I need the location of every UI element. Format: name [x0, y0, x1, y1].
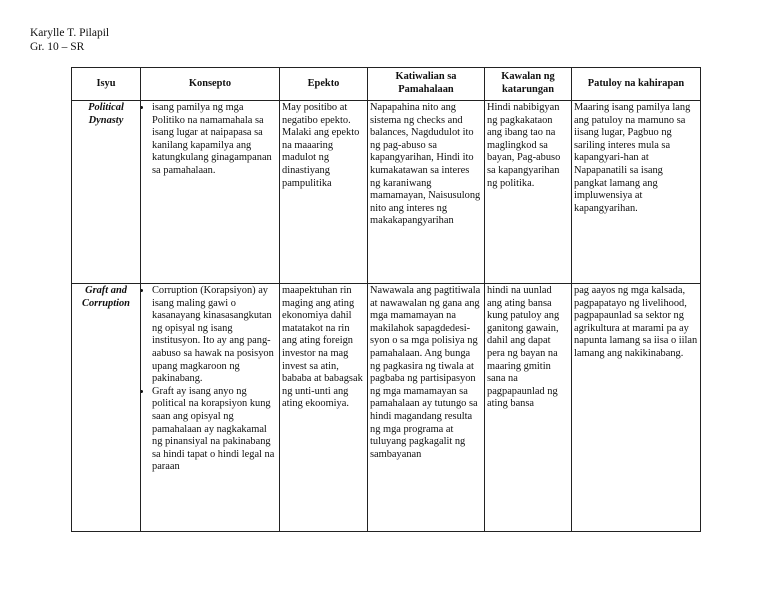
- column-header-katiwalian: Katiwalian sa Pamahalaan: [368, 68, 485, 101]
- column-header-epekto: Epekto: [280, 68, 368, 101]
- column-header-isyu: Isyu: [72, 68, 141, 101]
- table-row: [72, 284, 701, 532]
- issues-table: [71, 67, 701, 532]
- student-name: Karylle T. Pilapil: [30, 27, 110, 39]
- issue-cell: Political Dynasty: [72, 101, 141, 284]
- konsepto-list: [143, 102, 277, 178]
- column-header-kawalan: Kawalan ng katarungan: [485, 68, 572, 101]
- kahirapan-cell: Maaring isang pamilya lang ang patuloy na mamuno sa iisang lugar, Pagbuo ng sariling interes mula sa kapangyari-han at Napapanatili sa isang pangkat lamang ang impluwensiya at kapangyarihan.: [572, 101, 701, 284]
- epekto-cell: maapektuhan rin maging ang ating ekonomiya dahil matatakot na rin ang ating foreign investor na mag invest sa atin, bababa at babagsak ng unti-unti ang ating ekoomiya.: [280, 284, 368, 532]
- column-header-konsepto: Konsepto: [141, 68, 280, 101]
- epekto-cell: May positibo at negatibo epekto. Malaki ang epekto na maaaring madulot ng dinastiyang pampulitika: [280, 101, 368, 284]
- katiwalian-cell: Napapahina nito ang sistema ng checks and balances, Nagdudulot ito ng pag-abuso sa kapangyarihan, Hindi ito kumakatawan sa interes ng karaniwang mamamayan, Naisusulong nito ang interes ng makakapangyarihan: [368, 101, 485, 284]
- konsepto-cell: [141, 101, 280, 284]
- issue-cell: Graft and Corruption: [72, 284, 141, 532]
- kawalan-cell: hindi na uunlad ang ating bansa kung patuloy ang ganitong gawain, dahil ang dapat pera ng bayan na maaring gmitin sana na pagpapaunlad ng ating bansa: [485, 284, 572, 532]
- document-header: [30, 26, 109, 54]
- konsepto-cell: [141, 284, 280, 532]
- table-header-row: [72, 68, 701, 101]
- katiwalian-cell: Nawawala ang pagtitiwala at nawawalan ng gana ang mga mamamayan na makilahok sapagdedesi-syon o sa mga polisiya ng pamahalaan. Ang bunga ng pagkasira ng tiwala at pagbaba ng partisipasyon ng mga mamamayan sa pamahalaan ay tutungo sa hindi magandang resulta ng mga programa at tuluyang pagkagalit ng sambayanan: [368, 284, 485, 532]
- konsepto-item: • Corruption (Korapsiyon) ay isang maling gawi o kasanayang kinasasangkutan ng opisyal ng isang institusyon. Ito ay ang pang-aabuso sa hawak na posisyon upang magkaroon ng pakinabang.: [152, 285, 277, 386]
- kahirapan-cell: pag aayos ng mga kalsada, pagpapatayo ng livelihood, pagpapaunlad sa sektor ng agrikultura at marami pa ay napunta lamang sa iisa o iilan lamang ang nakikinabang.: [572, 284, 701, 532]
- kawalan-cell: Hindi nabibigyan ng pagkakataon ang ibang tao na maglingkod sa bayan, Pag-abuso sa kapangyarihan ng politika.: [485, 101, 572, 284]
- student-grade: Gr. 10 – SR: [30, 41, 85, 53]
- konsepto-item: • Graft ay isang anyo ng political na korapsiyon kung saan ang opisyal ng pamahalaan ay nagkakamal ng pinansiyal na pakinabang sa hindi tapat o hindi legal na paraan: [152, 386, 277, 474]
- column-header-kahirapan: Patuloy na kahirapan: [572, 68, 701, 101]
- table-row: [72, 101, 701, 284]
- konsepto-list: [143, 285, 277, 474]
- konsepto-item: • isang pamilya ng mga Politiko na namamahala sa isang lugar at naipapasa sa kanilang kapamilya ang katungkulang ginagampanan sa pamahalaan.: [152, 102, 277, 178]
